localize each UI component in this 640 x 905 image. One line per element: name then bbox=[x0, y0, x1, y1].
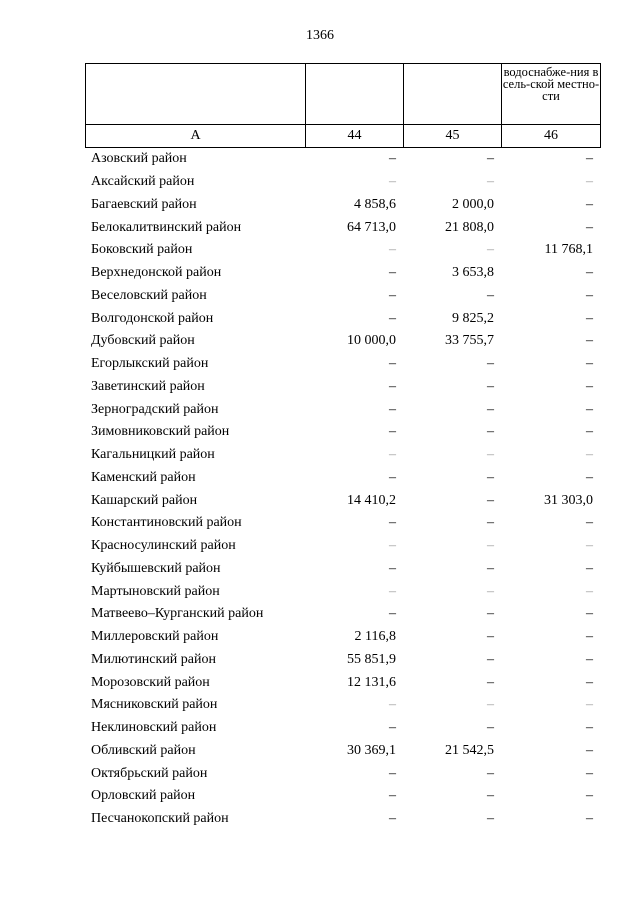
district-name: Кашарский район bbox=[91, 492, 198, 508]
table-row bbox=[85, 671, 600, 694]
value-45: – bbox=[487, 424, 494, 440]
value-44: – bbox=[389, 720, 396, 736]
value-45: – bbox=[487, 447, 494, 463]
value-44: – bbox=[389, 174, 396, 190]
district-name: Верхнедонской район bbox=[91, 265, 222, 281]
value-44: – bbox=[389, 538, 396, 554]
column-number-44: 44 bbox=[306, 125, 404, 148]
district-name: Константиновский район bbox=[91, 515, 242, 531]
value-44: 55 851,9 bbox=[347, 651, 396, 667]
value-46: – bbox=[586, 560, 593, 576]
value-45: 21 808,0 bbox=[445, 219, 494, 235]
table-row bbox=[85, 262, 600, 285]
value-45: – bbox=[487, 788, 494, 804]
value-44: – bbox=[389, 515, 396, 531]
value-45: – bbox=[487, 492, 494, 508]
district-name: Багаевский район bbox=[91, 196, 197, 212]
value-46: – bbox=[586, 742, 593, 758]
value-45: – bbox=[487, 583, 494, 599]
value-46: – bbox=[586, 151, 593, 167]
table-row bbox=[85, 216, 600, 239]
value-45: – bbox=[487, 174, 494, 190]
table-row bbox=[85, 489, 600, 512]
district-name: Мясниковский район bbox=[91, 697, 218, 713]
value-45: – bbox=[487, 560, 494, 576]
value-46: – bbox=[586, 174, 593, 190]
value-46: 11 768,1 bbox=[544, 242, 593, 258]
value-46: – bbox=[586, 651, 593, 667]
table-row bbox=[85, 194, 600, 217]
value-46: – bbox=[586, 765, 593, 781]
value-46: – bbox=[586, 401, 593, 417]
value-46: – bbox=[586, 196, 593, 212]
value-45: – bbox=[487, 151, 494, 167]
value-44: – bbox=[389, 560, 396, 576]
value-46: 31 303,0 bbox=[544, 492, 593, 508]
value-45: – bbox=[487, 606, 494, 622]
value-45: – bbox=[487, 651, 494, 667]
value-46: – bbox=[586, 356, 593, 372]
table-row bbox=[85, 353, 600, 376]
value-45: – bbox=[487, 811, 494, 827]
value-44: – bbox=[389, 265, 396, 281]
value-46: – bbox=[586, 378, 593, 394]
value-46: – bbox=[586, 469, 593, 485]
district-name: Кагальницкий район bbox=[91, 447, 215, 463]
table-row bbox=[85, 717, 600, 740]
value-46: – bbox=[586, 538, 593, 554]
value-45: – bbox=[487, 469, 494, 485]
value-46: – bbox=[586, 333, 593, 349]
value-45: – bbox=[487, 697, 494, 713]
table-row bbox=[85, 558, 600, 581]
header-cell-46: водоснабже-ния в сель-ской местно-сти bbox=[502, 64, 601, 125]
value-46: – bbox=[586, 219, 593, 235]
page-number: 1366 bbox=[306, 28, 334, 43]
district-name: Дубовский район bbox=[91, 333, 195, 349]
value-45: 3 653,8 bbox=[452, 265, 494, 281]
district-name: Милютинский район bbox=[91, 651, 217, 667]
value-44: – bbox=[389, 697, 396, 713]
table-row bbox=[85, 330, 600, 353]
value-46: – bbox=[586, 515, 593, 531]
value-44: 12 131,6 bbox=[347, 674, 396, 690]
table-row bbox=[85, 649, 600, 672]
district-name: Азовский район bbox=[91, 151, 187, 167]
district-name: Орловский район bbox=[91, 788, 196, 804]
header-cell-a bbox=[86, 64, 306, 125]
value-44: 14 410,2 bbox=[347, 492, 396, 508]
header-cell-45 bbox=[404, 64, 502, 125]
value-44: – bbox=[389, 310, 396, 326]
table-header bbox=[85, 63, 601, 148]
value-44: 30 369,1 bbox=[347, 742, 396, 758]
value-45: – bbox=[487, 356, 494, 372]
value-44: – bbox=[389, 765, 396, 781]
value-46: – bbox=[586, 287, 593, 303]
district-name: Белокалитвинский район bbox=[91, 219, 242, 235]
value-44: – bbox=[389, 378, 396, 394]
value-46: – bbox=[586, 310, 593, 326]
value-46: – bbox=[586, 629, 593, 645]
table-row bbox=[85, 307, 600, 330]
value-44: – bbox=[389, 583, 396, 599]
district-table-body bbox=[85, 148, 600, 831]
table-row bbox=[85, 239, 600, 262]
value-45: – bbox=[487, 720, 494, 736]
table-row bbox=[85, 285, 600, 308]
value-45: – bbox=[487, 538, 494, 554]
value-44: – bbox=[389, 811, 396, 827]
table-row bbox=[85, 171, 600, 194]
value-45: 2 000,0 bbox=[452, 196, 494, 212]
district-name: Боковский район bbox=[91, 242, 193, 258]
value-46: – bbox=[586, 697, 593, 713]
table-row bbox=[85, 467, 600, 490]
table-row bbox=[85, 580, 600, 603]
district-name: Мартыновский район bbox=[91, 583, 220, 599]
value-45: 33 755,7 bbox=[445, 333, 494, 349]
value-45: – bbox=[487, 674, 494, 690]
table-row bbox=[85, 603, 600, 626]
value-45: – bbox=[487, 765, 494, 781]
district-name: Красносулинский район bbox=[91, 538, 236, 554]
value-46: – bbox=[586, 811, 593, 827]
value-44: 10 000,0 bbox=[347, 333, 396, 349]
value-44: – bbox=[389, 287, 396, 303]
table-row bbox=[85, 512, 600, 535]
value-44: – bbox=[389, 151, 396, 167]
district-name: Куйбышевский район bbox=[91, 560, 221, 576]
value-45: – bbox=[487, 629, 494, 645]
table-row bbox=[85, 444, 600, 467]
value-44: 64 713,0 bbox=[347, 219, 396, 235]
value-44: – bbox=[389, 447, 396, 463]
value-44: – bbox=[389, 356, 396, 372]
district-name: Зимовниковский район bbox=[91, 424, 230, 440]
header-row bbox=[86, 64, 601, 125]
value-44: – bbox=[389, 606, 396, 622]
district-name: Октябрьский район bbox=[91, 765, 208, 781]
value-44: 2 116,8 bbox=[354, 629, 396, 645]
district-name: Веселовский район bbox=[91, 287, 207, 303]
value-46: – bbox=[586, 720, 593, 736]
value-44: – bbox=[389, 469, 396, 485]
value-46: – bbox=[586, 265, 593, 281]
value-46: – bbox=[586, 788, 593, 804]
value-44: – bbox=[389, 424, 396, 440]
value-44: 4 858,6 bbox=[354, 196, 396, 212]
column-number-a: А bbox=[86, 125, 306, 148]
district-name: Аксайский район bbox=[91, 174, 195, 190]
value-45: – bbox=[487, 242, 494, 258]
value-46: – bbox=[586, 674, 593, 690]
value-46: – bbox=[586, 424, 593, 440]
district-name: Волгодонской район bbox=[91, 310, 214, 326]
table-row bbox=[85, 148, 600, 171]
district-name: Обливский район bbox=[91, 742, 196, 758]
table-row bbox=[85, 535, 600, 558]
district-name: Каменский район bbox=[91, 469, 196, 485]
table-row bbox=[85, 762, 600, 785]
value-44: – bbox=[389, 401, 396, 417]
table-row bbox=[85, 376, 600, 399]
district-name: Неклиновский район bbox=[91, 720, 217, 736]
column-number-46: 46 bbox=[502, 125, 601, 148]
value-46: – bbox=[586, 606, 593, 622]
table-row bbox=[85, 626, 600, 649]
table-row bbox=[85, 785, 600, 808]
value-46: – bbox=[586, 583, 593, 599]
district-table bbox=[85, 148, 600, 831]
value-45: – bbox=[487, 515, 494, 531]
column-number-row bbox=[86, 125, 601, 148]
value-45: – bbox=[487, 287, 494, 303]
header-cell-44 bbox=[306, 64, 404, 125]
value-45: 9 825,2 bbox=[452, 310, 494, 326]
table-row bbox=[85, 421, 600, 444]
district-name: Заветинский район bbox=[91, 378, 205, 394]
district-name: Песчанокопский район bbox=[91, 811, 229, 827]
column-number-45: 45 bbox=[404, 125, 502, 148]
value-44: – bbox=[389, 242, 396, 258]
table-row bbox=[85, 398, 600, 421]
district-name: Зерноградский район bbox=[91, 401, 219, 417]
district-name: Морозовский район bbox=[91, 674, 210, 690]
value-46: – bbox=[586, 447, 593, 463]
table-row bbox=[85, 740, 600, 763]
value-45: – bbox=[487, 401, 494, 417]
table-row bbox=[85, 808, 600, 831]
district-name: Матвеево–Курганский район bbox=[91, 606, 264, 622]
district-name: Миллеровский район bbox=[91, 629, 219, 645]
district-name: Егорлыкский район bbox=[91, 356, 209, 372]
value-45: – bbox=[487, 378, 494, 394]
table-row bbox=[85, 694, 600, 717]
value-45: 21 542,5 bbox=[445, 742, 494, 758]
value-44: – bbox=[389, 788, 396, 804]
